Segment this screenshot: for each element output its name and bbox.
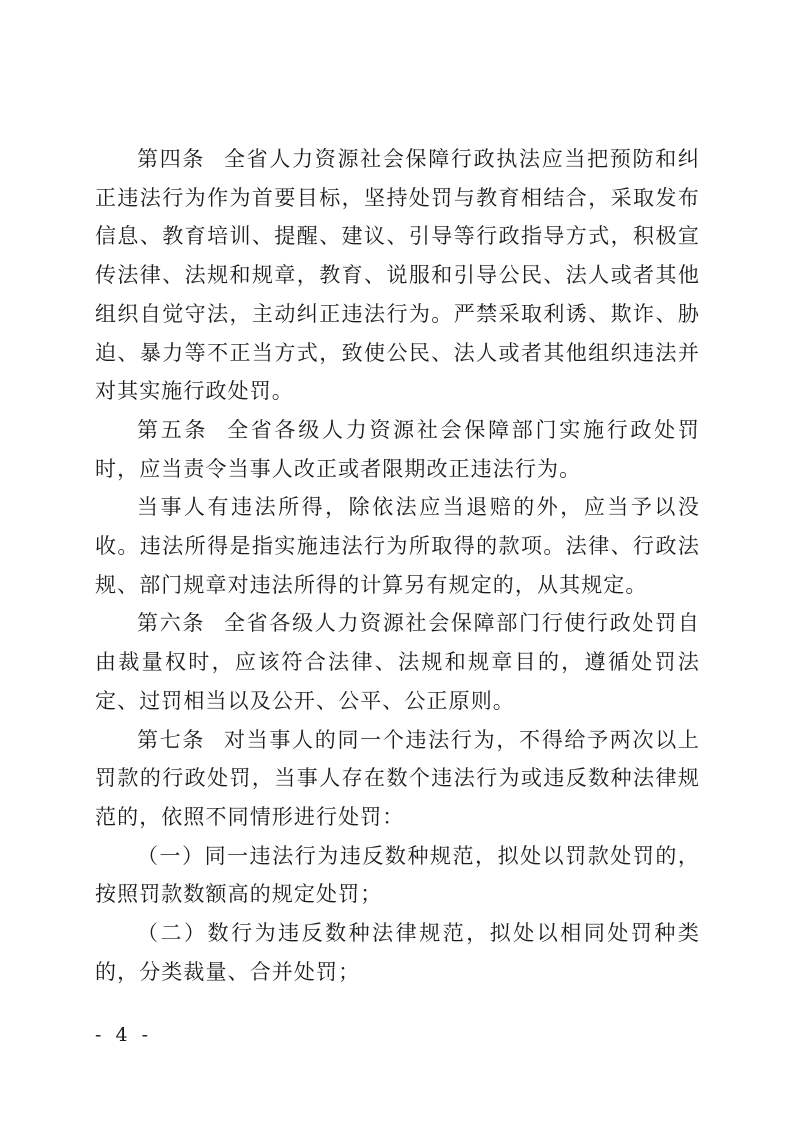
paragraph-text: 当事人有违法所得，除依法应当退赔的外，应当予以没收。违法所得是指实施违法行为所取得的款项。法律、行政法规、部门规章对违法所得的计算另有规定的，从其规定。 xyxy=(95,495,700,597)
document-body xyxy=(95,140,700,991)
article-4 xyxy=(95,140,700,411)
article-7 xyxy=(95,721,700,837)
article-number: 第五条 xyxy=(137,417,209,442)
article-5 xyxy=(95,411,700,488)
item-text: （一）同一违法行为违反数种规范，拟处以罚款处罚的，按照罚款数额高的规定处罚； xyxy=(95,843,700,907)
article-number: 第四条 xyxy=(137,147,206,171)
article-text: 全省各级人力资源社会保障部门行使行政处罚自由裁量权时，应该符合法律、法规和规章目的，遵循处罚法定、过罚相当以及公开、公平、公正原则。 xyxy=(95,611,700,713)
article-number: 第六条 xyxy=(137,611,206,636)
item-text: （二）数行为违反数种法律规范，拟处以相同处罚种类的，分类裁量、合并处罚； xyxy=(95,921,700,984)
article-7-item-1 xyxy=(95,837,700,914)
article-text: 对当事人的同一个违法行为，不得给予两次以上罚款的行政处罚，当事人存在数个违法行为或违反数种法律规范的，依照不同情形进行处罚： xyxy=(95,727,700,829)
article-text: 全省人力资源社会保障行政执法应当把预防和纠正违法行为作为首要目标，坚持处罚与教育相结合，采取发布信息、教育培训、提醒、建议、引导等行政指导方式，积极宣传法律、法规和规章，教育、说服和引导公民、法人或者其他组织自觉守法，主动纠正违法行为。严禁采取利诱、欺诈、胁迫、暴力等不正当方式，致使公民、法人或者其他组织违法并对其实施行政处罚。 xyxy=(95,147,700,404)
article-text: 全省各级人力资源社会保障部门实施行政处罚时，应当责令当事人改正或者限期改正违法行为。 xyxy=(95,417,700,481)
article-5-paragraph-2 xyxy=(95,488,700,604)
article-7-item-2 xyxy=(95,914,700,991)
article-number: 第七条 xyxy=(137,727,206,752)
page-number: - 4 - xyxy=(95,1024,153,1046)
article-6 xyxy=(95,604,700,720)
